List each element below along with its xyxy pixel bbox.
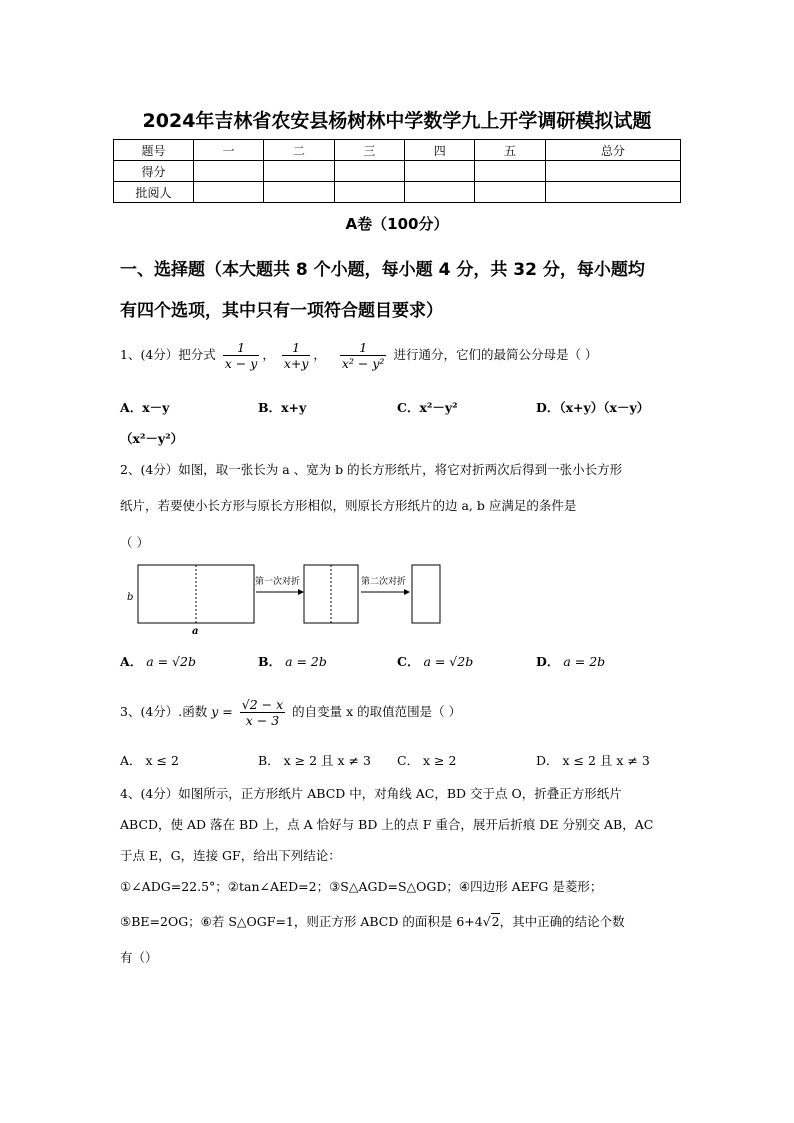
q2-option-b[interactable] bbox=[258, 652, 327, 670]
step1-label: 第一次对折 bbox=[255, 577, 301, 587]
q1-option-a[interactable]: A．x－y bbox=[120, 400, 170, 415]
score-cell[interactable] bbox=[475, 161, 545, 182]
option-letter: B． bbox=[258, 654, 282, 669]
label-a: a bbox=[192, 626, 199, 637]
score-cell[interactable] bbox=[405, 182, 475, 203]
label-b: b bbox=[127, 592, 134, 603]
score-cell[interactable] bbox=[264, 182, 334, 203]
fraction-1 bbox=[223, 340, 260, 371]
question-4-line6: 有（） bbox=[120, 950, 158, 965]
score-cell[interactable] bbox=[264, 161, 334, 182]
score-cell[interactable] bbox=[334, 182, 404, 203]
question-2-line2: 纸片，若要使小长方形与原长方形相似，则原长方形纸片的边 a, b 应满足的条件是 bbox=[120, 498, 577, 513]
question-4-line2: ABCD，使 AD 落在 BD 上，点 A 恰好与 BD 上的点 F 重合，展开后折痕 DE 分别交 AB，AC bbox=[120, 817, 654, 832]
q3-suffix: 的自变量 x 的取值范围是（ ） bbox=[292, 704, 462, 719]
question-3 bbox=[120, 697, 461, 728]
score-cell[interactable] bbox=[545, 182, 680, 203]
fraction-numerator: 1 bbox=[340, 340, 387, 356]
q1-suffix: 进行通分，它们的最简公分母是（ ） bbox=[393, 347, 598, 362]
option-text: a = 2b bbox=[563, 654, 606, 669]
fraction-denominator: x − y bbox=[224, 356, 258, 371]
section-heading-line2: 有四个选项，其中只有一项符合题目要求） bbox=[120, 301, 443, 321]
score-cell[interactable] bbox=[475, 182, 545, 203]
q1-prefix: 1、(4分）把分式 bbox=[120, 347, 216, 362]
folded-twice-rectangle bbox=[412, 565, 440, 623]
option-letter: A． bbox=[120, 654, 143, 669]
q2-option-c[interactable] bbox=[397, 652, 473, 670]
table-header-cell: 三 bbox=[334, 140, 404, 161]
score-cell[interactable] bbox=[194, 182, 264, 203]
step2-label: 第二次对折 bbox=[361, 577, 407, 587]
q1-option-d-continued: （x²－y²） bbox=[120, 431, 184, 446]
question-4-line1: 4、(4分）如图所示，正方形纸片 ABCD 中，对角线 AC，BD 交于点 O，折叠正方形纸片 bbox=[120, 786, 622, 801]
score-table bbox=[113, 139, 681, 203]
q3-option-b[interactable]: B． x ≥ 2 且 x ≠ 3 bbox=[258, 753, 371, 768]
question-4-line4: ①∠ADG=22.5°；②tan∠AED=2；③S△AGD=S△OGD；④四边形 AEFG 是菱形； bbox=[120, 879, 603, 894]
q2-option-a[interactable] bbox=[120, 652, 196, 670]
question-2-line3: （ ） bbox=[120, 535, 149, 550]
section-heading-line1: 一、选择题（本大题共 8 个小题，每小题 4 分，共 32 分，每小题均 bbox=[120, 260, 645, 280]
option-text: a = √2b bbox=[423, 654, 474, 669]
fraction-numerator: √2 − x bbox=[241, 697, 284, 712]
q4-line5-end: ，其中正确的结论个数 bbox=[499, 914, 625, 929]
q3-prefix: 3、(4分）.函数 bbox=[120, 704, 208, 719]
q3-option-c[interactable]: C． x ≥ 2 bbox=[397, 753, 457, 768]
table-header-cell: 五 bbox=[475, 140, 545, 161]
table-header-cell: 二 bbox=[264, 140, 334, 161]
fraction-denominator: x² − y² bbox=[341, 356, 385, 371]
option-letter: D． bbox=[536, 654, 560, 669]
score-table-row bbox=[114, 161, 681, 182]
q3-option-a[interactable]: A． x ≤ 2 bbox=[120, 753, 179, 768]
q1-option-c[interactable]: C．x²－y² bbox=[397, 400, 458, 415]
q3-option-d[interactable]: D． x ≤ 2 且 x ≠ 3 bbox=[536, 753, 650, 768]
arrow-2-head bbox=[404, 589, 410, 595]
exam-title: 2024年吉林省农安县杨树林中学数学九上开学调研模拟试题 bbox=[142, 110, 652, 132]
score-table-header-row bbox=[114, 140, 681, 161]
option-letter: C． bbox=[397, 654, 420, 669]
fraction-2 bbox=[282, 340, 311, 371]
question-4-line3: 于点 E，G，连接 GF，给出下列结论： bbox=[120, 848, 341, 863]
arrow-1-head bbox=[298, 589, 304, 595]
table-row-label: 得分 bbox=[114, 161, 194, 182]
score-cell[interactable] bbox=[545, 161, 680, 182]
fraction-denominator: x − 3 bbox=[245, 713, 280, 728]
q3-function-fraction bbox=[240, 697, 285, 728]
folding-figure bbox=[124, 558, 444, 640]
fraction-3 bbox=[340, 340, 387, 371]
fraction-numerator: 1 bbox=[282, 340, 311, 356]
score-cell[interactable] bbox=[334, 161, 404, 182]
fraction-denominator: x+y bbox=[283, 356, 309, 371]
q2-option-d[interactable] bbox=[536, 652, 605, 670]
fraction-numerator: 1 bbox=[223, 340, 260, 356]
table-header-cell: 一 bbox=[194, 140, 264, 161]
table-row-label: 批阅人 bbox=[114, 182, 194, 203]
score-table-row bbox=[114, 182, 681, 203]
score-cell[interactable] bbox=[405, 161, 475, 182]
table-header-cell: 四 bbox=[405, 140, 475, 161]
score-cell[interactable] bbox=[194, 161, 264, 182]
section-a-subtitle: A卷（100分） bbox=[345, 215, 449, 233]
sqrt-symbol: √ bbox=[482, 914, 491, 929]
question-1: 1、(4分）把分式 $\frac{1}{x - y}$ ， $\frac{1}{x+y}$ ， $\frac{1}{\text{x² − y²}}$ 进行通分，它们的最简公分母是（ ） bbox=[120, 340, 598, 371]
table-header-cell: 总分 bbox=[545, 140, 680, 161]
sqrt-radicand: 2 bbox=[491, 914, 500, 929]
q4-line5-start: ⑤BE=2OG；⑥若 S△OGF=1，则正方形 ABCD 的面积是 6+4 bbox=[120, 914, 483, 929]
question-2-line1: 2、(4分）如图，取一张长为 a 、宽为 b 的长方形纸片，将它对折两次后得到一张小长方形 bbox=[120, 462, 623, 477]
table-header-cell: 题号 bbox=[114, 140, 194, 161]
q3-function-y: y = bbox=[211, 704, 233, 719]
question-4-line5 bbox=[120, 912, 625, 930]
option-text: a = √2b bbox=[146, 654, 196, 669]
q1-option-b[interactable]: B．x+y bbox=[258, 400, 307, 415]
q1-option-d[interactable]: D．（x+y）（x－y） bbox=[536, 400, 650, 415]
option-text: a = 2b bbox=[285, 654, 327, 669]
